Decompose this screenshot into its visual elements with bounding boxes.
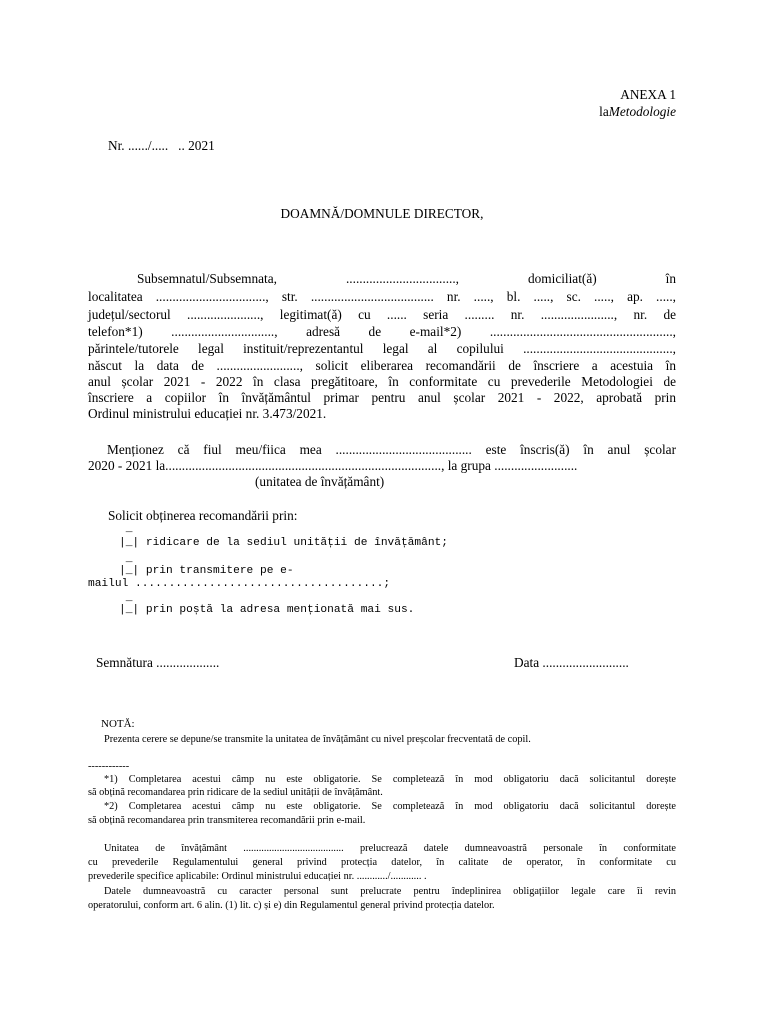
option-email-checkbox-top: _ <box>119 553 133 565</box>
annex-reference: Metodologie <box>608 104 676 119</box>
option-post-checkbox-top: _ <box>119 592 133 604</box>
request-intro: Solicit obținerea recomandării prin: <box>108 508 298 523</box>
gdpr-line-3: prevederile specifice aplicabile: Ordinul ministrului educației nr. ............/............ . <box>88 871 427 882</box>
registration-number: Nr. ....../..... .. 2021 <box>108 138 215 153</box>
body-line-1: Subsemnatul/Subsemnata, ................................., domiciliat(ă) în <box>137 271 676 286</box>
gdpr-line-4: Datele dumneavoastră cu caracter personal sunt prelucrate pentru îndeplinirea obligațiilor legale care îi revin <box>104 886 676 897</box>
option-pickup-checkbox-top: _ <box>119 523 133 535</box>
body-line-9: Ordinul ministrului educației nr. 3.473/2021. <box>88 406 327 421</box>
signature-field: Semnătura ................... <box>96 655 220 670</box>
body-line-7: anul școlar 2021 - 2022 în clasa pregătitoare, în conformitate cu prevederile Metodologiei de <box>88 374 676 389</box>
salutation: DOAMNĂ/DOMNULE DIRECTOR, <box>280 206 484 221</box>
gdpr-line-1: Unitatea de învățământ ....................................... prelucrează datele dumneavoastră personale în conformitate <box>104 843 676 854</box>
body-line-2: localitatea ................................., str. ..................................... nr. ....., bl. ....., sc. ....., ap. ....., <box>88 289 676 304</box>
footnote-separator: ------------ <box>88 761 130 772</box>
mention-caption: (unitatea de învățământ) <box>255 474 385 489</box>
option-post[interactable]: |_| prin poștă la adresa menționată mai sus. <box>119 604 415 616</box>
annex-title: ANEXA 1 <box>620 87 676 102</box>
body-line-6: născut la data de ........................., solicit eliberarea recomandării de înscriere a acestuia în <box>88 358 676 373</box>
option-email[interactable]: |_| prin transmitere pe e- <box>119 565 294 577</box>
mention-line-2: 2020 - 2021 la..................................................................................., la grupa ......................... <box>88 458 578 473</box>
date-field: Data .......................... <box>514 655 629 670</box>
footnote-1-line-2: să obțină recomandarea prin ridicare de la sediul unității de învățământ. <box>88 787 383 798</box>
note-title: NOTĂ: <box>101 718 135 730</box>
body-line-8: înscriere a copiilor în învățământul primar pentru anul școlar 2021 - 2022, aprobată prin <box>88 390 676 405</box>
footnote-2-line-2: să obțină recomandarea prin transmiterea recomandării prin e-mail. <box>88 815 366 826</box>
mention-line-1: Menționez că fiul meu/fiica mea ......................................... este înscris(ă) în anul școlar <box>107 442 676 457</box>
option-pickup[interactable]: |_| ridicare de la sediul unității de învățământ; <box>119 537 448 549</box>
body-line-5: părintele/tutorele legal instituit/reprezentantul legal al copilului ............................................., <box>88 341 676 356</box>
annex-subtitle <box>599 103 676 120</box>
gdpr-line-5: operatorului, conform art. 6 alin. (1) lit. c) și e) din Regulamentul general privind protecția datelor. <box>88 900 495 911</box>
body-line-3: județul/sectorul ......................, legitimat(ă) cu ...... seria ......... nr. ......................, nr. de <box>88 307 676 322</box>
annex-prefix: la <box>599 104 609 119</box>
option-email-continuation: mailul .....................................; <box>88 578 391 590</box>
footnote-1-line-1: *1) Completarea acestui câmp nu este obligatorie. Se completează în mod obligatoriu dacă solicitantul dorește <box>104 774 676 785</box>
body-line-4: telefon*1) ..............................., adresă de e-mail*2) ......................................................., <box>88 324 676 339</box>
note-text: Prezenta cerere se depune/se transmite la unitatea de învățământ cu nivel preșcolar frecventată de copil. <box>104 734 531 745</box>
gdpr-line-2: cu prevederile Regulamentului general privind protecția datelor, în calitate de operator, în conformitate cu <box>88 857 676 868</box>
footnote-2-line-1: *2) Completarea acestui câmp nu este obligatorie. Se completează în mod obligatoriu dacă solicitantul dorește <box>104 801 676 812</box>
